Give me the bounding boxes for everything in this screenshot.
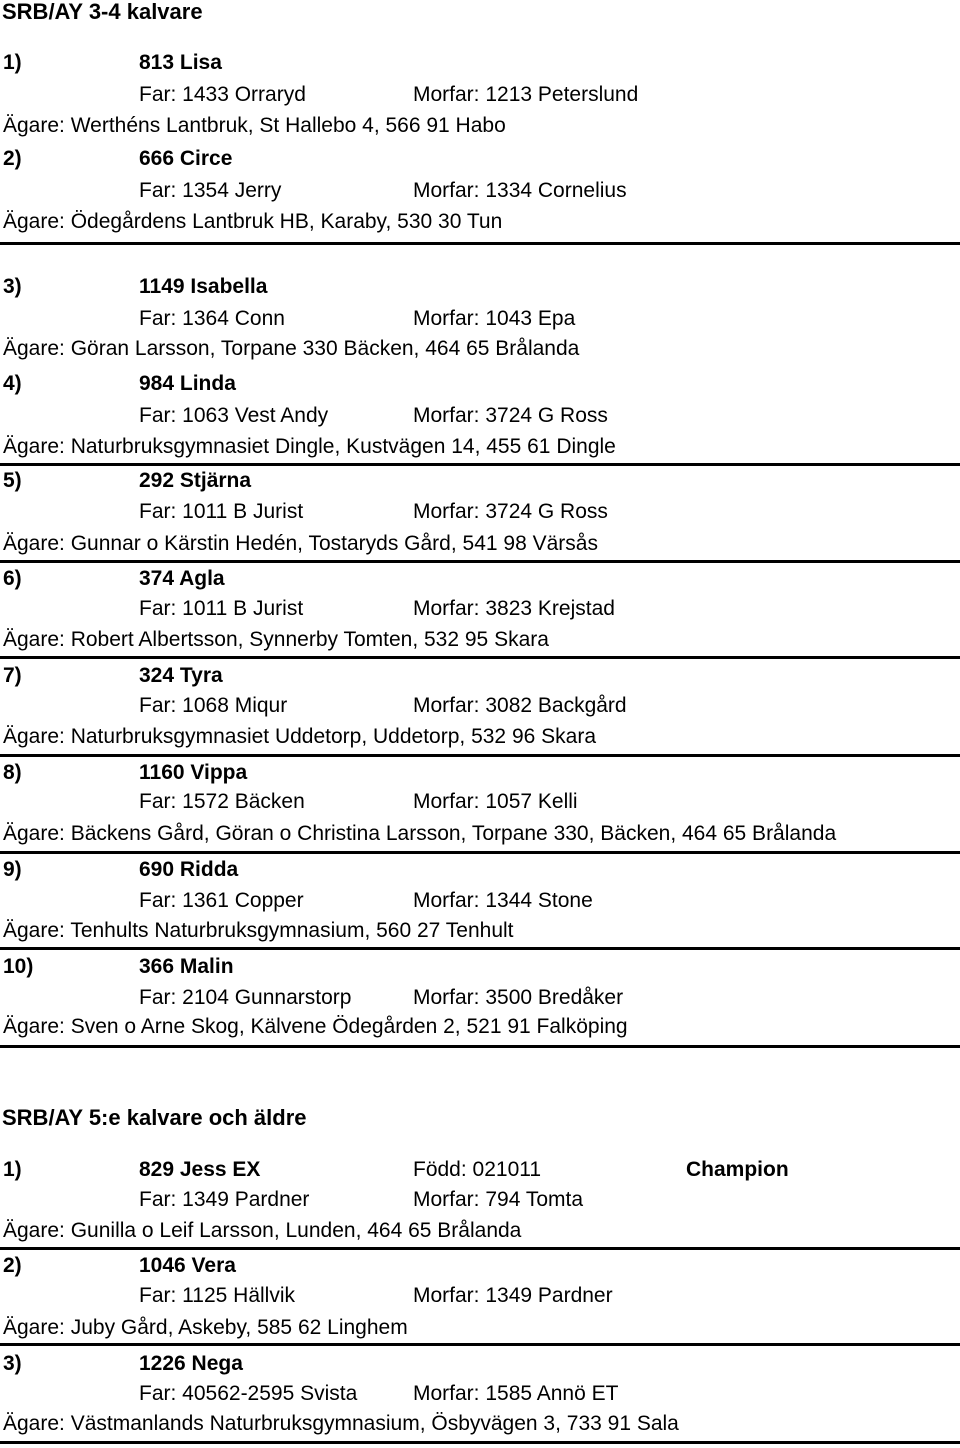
owner: Ägare: Werthéns Lantbruk, St Hallebo 4, 566 91 Habo: [3, 114, 506, 137]
maternal-grandsire: Morfar: 1344 Stone: [413, 889, 593, 912]
divider: [0, 656, 960, 659]
divider: [0, 463, 960, 466]
sire: Far: 1572 Bäcken: [139, 790, 305, 813]
owner: Ägare: Gunnar o Kärstin Hedén, Tostaryds Gård, 541 98 Värsås: [3, 532, 598, 555]
divider: [0, 560, 960, 563]
owner: Ägare: Gunilla o Leif Larsson, Lunden, 464 65 Brålanda: [3, 1219, 522, 1242]
maternal-grandsire: Morfar: 1585 Annö ET: [413, 1382, 619, 1405]
maternal-grandsire: Morfar: 3724 G Ross: [413, 404, 608, 427]
animal-name: 984 Linda: [139, 372, 236, 395]
owner: Ägare: Naturbruksgymnasiet Dingle, Kustvägen 14, 455 61 Dingle: [3, 435, 616, 458]
entry-number: 5): [3, 469, 22, 492]
entry-number: 4): [3, 372, 22, 395]
section-title: SRB/AY 5:e kalvare och äldre: [2, 1105, 307, 1130]
owner: Ägare: Juby Gård, Askeby, 585 62 Linghem: [3, 1316, 408, 1339]
divider: [0, 1247, 960, 1250]
animal-name: 1046 Vera: [139, 1254, 236, 1277]
owner: Ägare: Naturbruksgymnasiet Uddetorp, Uddetorp, 532 96 Skara: [3, 725, 596, 748]
divider: [0, 754, 960, 757]
sire: Far: 2104 Gunnarstorp: [139, 986, 352, 1009]
sire: Far: 40562-2595 Svista: [139, 1382, 358, 1405]
entry-number: 2): [3, 147, 22, 170]
entry-number: 3): [3, 1352, 22, 1375]
divider: [0, 1045, 960, 1048]
entry-number: 8): [3, 761, 22, 784]
divider: [0, 1441, 960, 1444]
divider: [0, 242, 960, 245]
section-title: SRB/AY 3-4 kalvare: [2, 0, 203, 24]
sire: Far: 1011 B Jurist: [139, 597, 304, 620]
animal-name: 1226 Nega: [139, 1352, 243, 1375]
animal-name: 690 Ridda: [139, 858, 239, 881]
entry-number: 6): [3, 567, 22, 590]
animal-name: 374 Agla: [139, 567, 225, 590]
maternal-grandsire: Morfar: 3500 Bredåker: [413, 986, 624, 1009]
sire: Far: 1354 Jerry: [139, 179, 282, 202]
maternal-grandsire: Morfar: 1213 Peterslund: [413, 83, 639, 106]
owner: Ägare: Sven o Arne Skog, Kälvene Ödegården 2, 521 91 Falköping: [3, 1015, 628, 1038]
animal-name: 292 Stjärna: [139, 469, 252, 492]
entry-number: 7): [3, 664, 22, 687]
divider: [0, 1343, 960, 1346]
owner: Ägare: Robert Albertsson, Synnerby Tomten, 532 95 Skara: [3, 628, 549, 651]
sire: Far: 1349 Pardner: [139, 1188, 310, 1211]
divider: [0, 947, 960, 950]
entry-number: 10): [3, 955, 34, 978]
maternal-grandsire: Morfar: 3082 Backgård: [413, 694, 627, 717]
animal-name: 1149 Isabella: [139, 275, 268, 298]
maternal-grandsire: Morfar: 1334 Cornelius: [413, 179, 627, 202]
sire: Far: 1068 Miqur: [139, 694, 288, 717]
animal-name: 813 Lisa: [139, 51, 222, 74]
animal-name: 366 Malin: [139, 955, 234, 978]
maternal-grandsire: Morfar: 1043 Epa: [413, 307, 576, 330]
owner: Ägare: Ödegårdens Lantbruk HB, Karaby, 530 30 Tun: [3, 210, 503, 233]
entry-number: 2): [3, 1254, 22, 1277]
animal-name: 1160 Vippa: [139, 761, 248, 784]
maternal-grandsire: Morfar: 794 Tomta: [413, 1188, 584, 1211]
owner: Ägare: Bäckens Gård, Göran o Christina Larsson, Torpane 330, Bäcken, 464 65 Brålanda: [3, 822, 837, 845]
divider: [0, 851, 960, 854]
animal-name: 666 Circe: [139, 147, 233, 170]
sire: Far: 1364 Conn: [139, 307, 285, 330]
award-label: Champion: [686, 1158, 789, 1181]
entry-number: 9): [3, 858, 22, 881]
owner: Ägare: Göran Larsson, Torpane 330 Bäcken, 464 65 Brålanda: [3, 337, 580, 360]
sire: Far: 1361 Copper: [139, 889, 304, 912]
owner: Ägare: Tenhults Naturbruksgymnasium, 560 27 Tenhult: [3, 919, 514, 942]
entry-number: 1): [3, 51, 22, 74]
maternal-grandsire: Morfar: 1057 Kelli: [413, 790, 578, 813]
owner: Ägare: Västmanlands Naturbruksgymnasium, Ösbyvägen 3, 733 91 Sala: [3, 1412, 679, 1435]
animal-name: 829 Jess EX: [139, 1158, 261, 1181]
sire: Far: 1433 Orraryd: [139, 83, 306, 106]
entry-number: 3): [3, 275, 22, 298]
sire: Far: 1125 Hällvik: [139, 1284, 296, 1307]
sire: Far: 1011 B Jurist: [139, 500, 304, 523]
entry-number: 1): [3, 1158, 22, 1181]
maternal-grandsire: Morfar: 1349 Pardner: [413, 1284, 613, 1307]
maternal-grandsire: Morfar: 3724 G Ross: [413, 500, 608, 523]
animal-name: 324 Tyra: [139, 664, 223, 687]
maternal-grandsire: Morfar: 3823 Krejstad: [413, 597, 615, 620]
sire: Far: 1063 Vest Andy: [139, 404, 329, 427]
birth-date: Född: 021011: [413, 1158, 542, 1181]
